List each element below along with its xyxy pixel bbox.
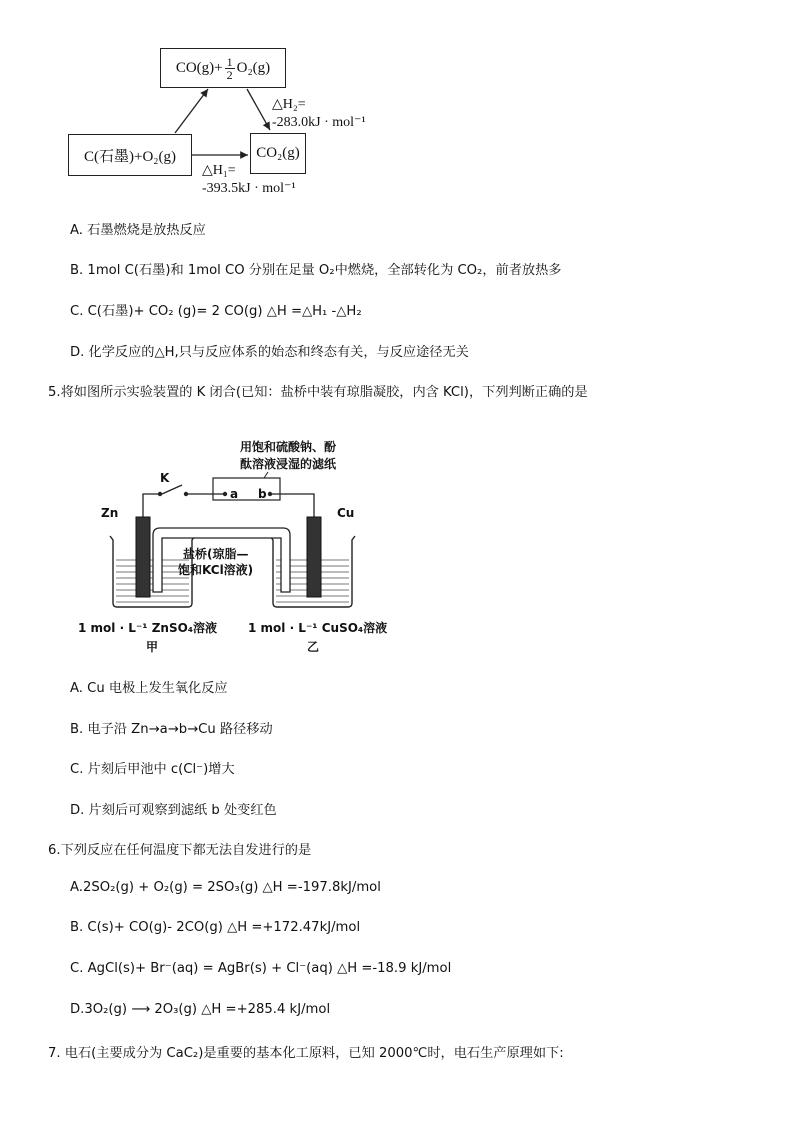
salt-bridge-label-1: 盐桥(琼脂— [183,547,249,561]
left-cell-label: 甲 [146,640,159,654]
dh1-label: △H₁= [202,163,236,178]
salt-bridge-label-2: 饱和KCl溶液) [178,563,254,577]
q4-option-b: B. 1mol C(石墨)和 1mol CO 分别在足量 O₂中燃烧，全部转化为 CO₂，前者放热多 [70,263,562,278]
q5-option-a: A. Cu 电极上发生氧化反应 [70,681,228,696]
top-box-tail: O₂(g) [236,59,271,76]
k-label: K [160,471,170,485]
co2-box: CO₂(g) [250,133,306,174]
q7-stem: 7. 电石(主要成分为 CaC₂)是重要的基本化工原料，已知 2000℃时，电石生产原理如下: [48,1046,564,1061]
half-fraction: $\frac{1}{2}$ [226,54,233,82]
wire-left [143,494,158,517]
top-box-text: CO(g)+ [175,59,223,76]
cu-electrode [307,517,321,597]
cu-label: Cu [337,506,355,520]
dh1-value: -393.5kJ · mol⁻¹ [202,181,296,196]
q4-option-d: D. 化学反应的△H,只与反应体系的始态和终态有关，与反应途径无关 [70,345,469,360]
left-solution-label: 1 mol · L⁻¹ ZnSO₄溶液 [78,621,218,635]
q5-stem: 5.将如图所示实验装置的 K 闭合(已知：盐桥中装有琼脂凝胶，内含 KCl)，下列判断正确的是 [48,385,588,400]
b-label: b [258,487,267,501]
zn-electrode [136,517,150,597]
q5-option-d: D. 片刻后可观察到滤纸 b 处变红色 [70,803,277,818]
q6-option-d: D.3O₂(g) ⟶ 2O₃(g) △H =+285.4 kJ/mol [70,1002,331,1017]
right-cell-label: 乙 [307,640,320,654]
q4-option-a: A. 石墨燃烧是放热反应 [70,223,206,238]
q6-stem: 6.下列反应在任何温度下都无法自发进行的是 [48,843,312,858]
zn-label: Zn [101,506,119,520]
q6-option-b: B. C(s)+ CO(g)- 2CO(g) △H =+172.47kJ/mol [70,920,361,935]
filter-paper-label-1: 用饱和硫酸钠、酚 [240,440,337,454]
a-label: a [230,487,239,501]
q5-option-b: B. 电子沿 Zn→a→b→Cu 路径移动 [70,722,273,737]
right-solution-label: 1 mol · L⁻¹ CuSO₄溶液 [248,621,388,635]
q6-option-c: C. AgCl(s)+ Br⁻(aq) = AgBr(s) + Cl⁻(aq) △H =-18.9 kJ/mol [70,961,452,976]
q4-option-c: C. C(石墨)+ CO₂ (g)= 2 CO(g) △H =△H₁ -△H₂ [70,304,362,319]
q5-option-c: C. 片刻后甲池中 c(Cl⁻)增大 [70,762,235,777]
dh2-label: △H₂= [272,97,306,112]
q6-option-a: A.2SO₂(g) + O₂(g) = 2SO₃(g) △H =-197.8kJ/mol [70,880,381,895]
dh2-value: -283.0kJ · mol⁻¹ [272,115,366,130]
graphite-o2-box: C(石墨)+O₂(g) [68,134,192,176]
switch-k [162,485,182,494]
filter-paper [213,478,280,500]
filter-paper-label-2: 酞溶液浸湿的滤纸 [240,457,337,471]
